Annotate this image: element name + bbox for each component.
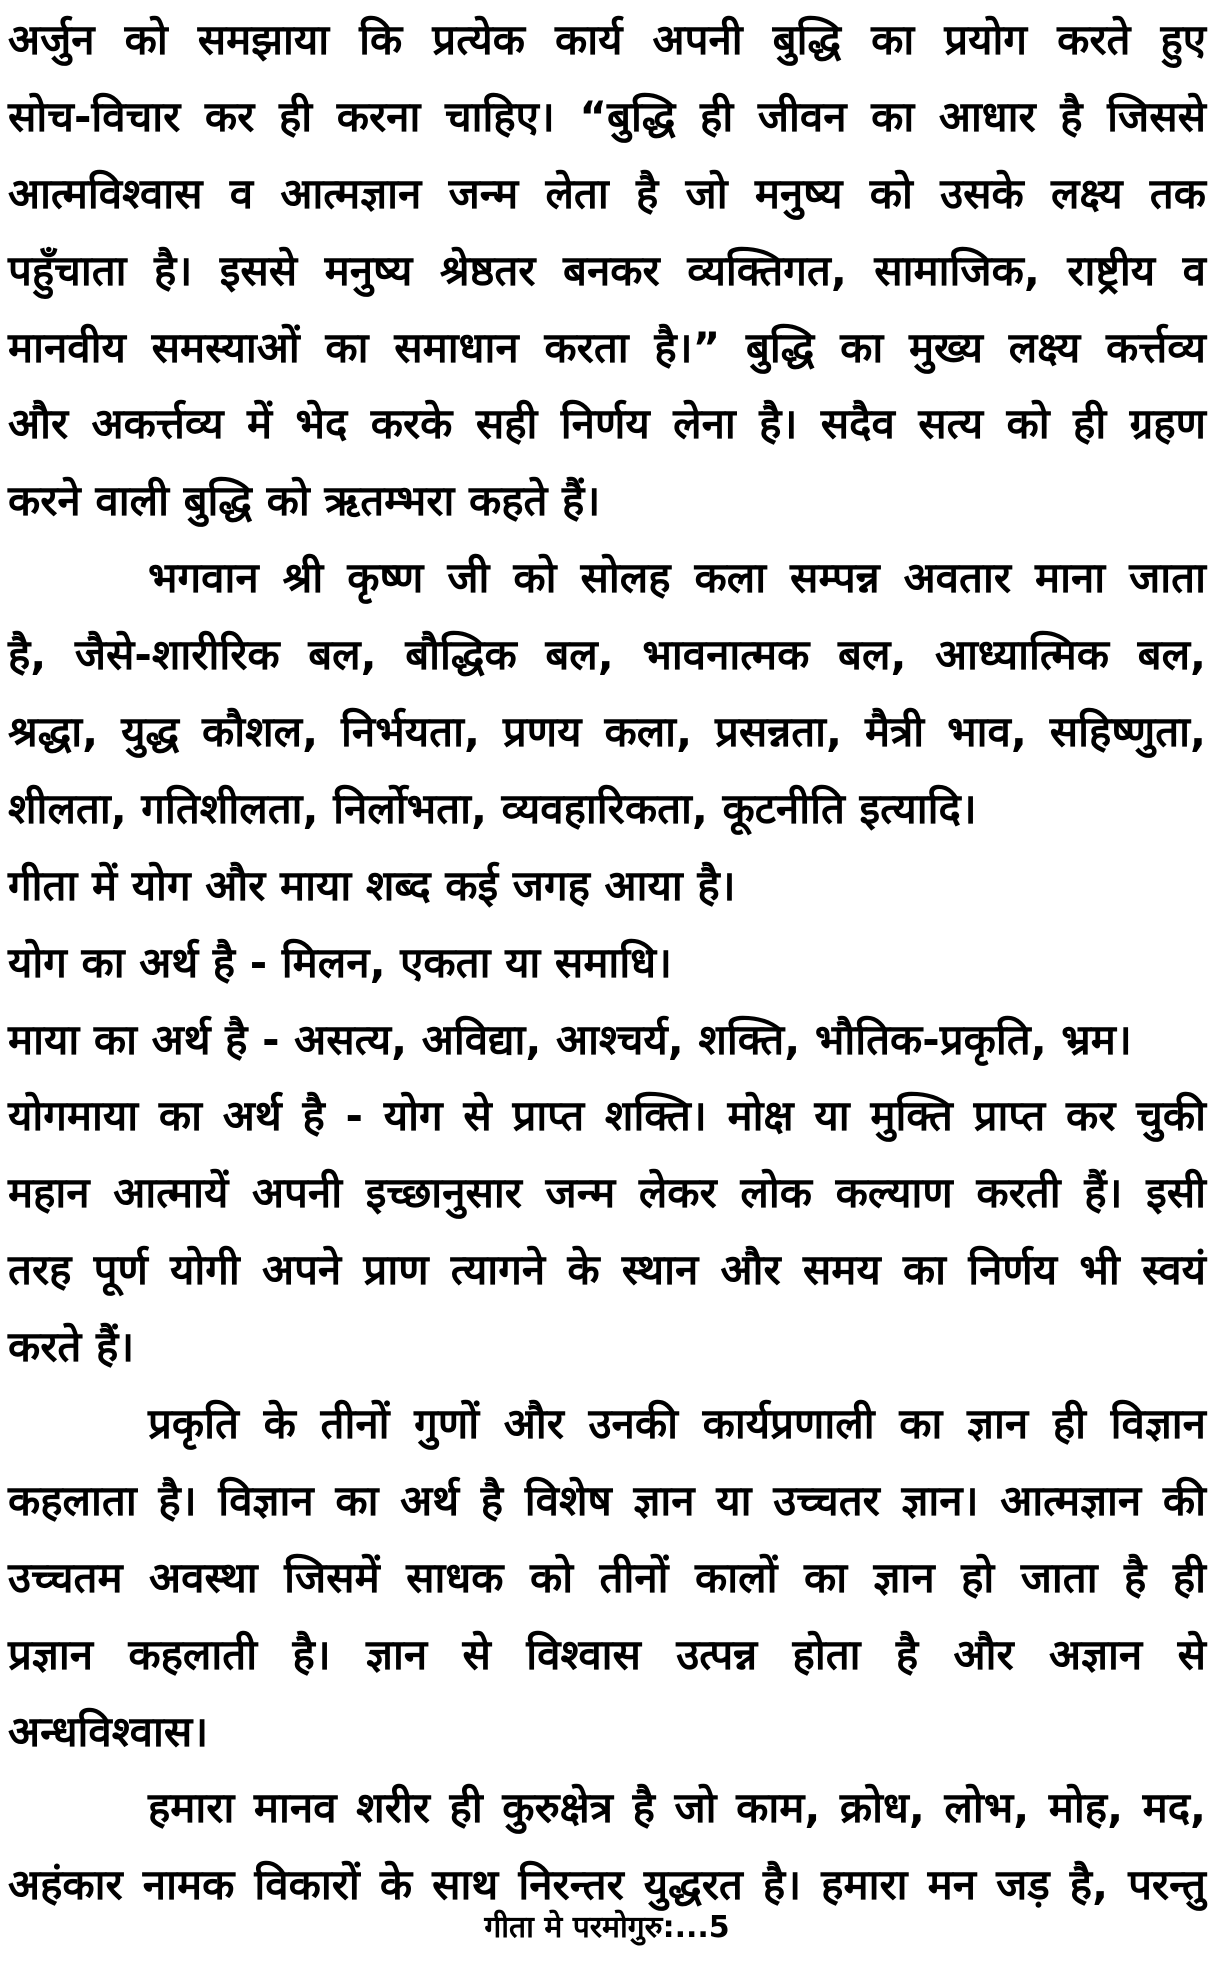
- text-line: योग का अर्थ है - मिलन, एकता या समाधि।: [8, 937, 672, 987]
- text-line: तरह पूर्ण योगी अपने प्राण त्यागने के स्थान और समय का निर्णय भी स्वयं: [8, 1245, 1206, 1295]
- text-line: योगमाया का अर्थ है - योग से प्राप्त शक्ति। मोक्ष या मुक्ति प्राप्त कर चुकी: [8, 1091, 1206, 1141]
- text-line: माया का अर्थ है - असत्य, अविद्या, आश्चर्य, शक्ति, भौतिक-प्रकृति, भ्रम।: [8, 1014, 1132, 1064]
- text-line: मानवीय समस्याओं का समाधान करता है।” बुद्धि का मुख्य लक्ष्य कर्त्तव्य: [8, 322, 1206, 372]
- page-footer: गीता मे परमोगुरु:...5: [484, 1910, 730, 1945]
- text-line: उच्चतम अवस्था जिसमें साधक को तीनों कालों का ज्ञान हो जाता है ही: [8, 1552, 1206, 1602]
- text-line: और अकर्त्तव्य में भेद करके सही निर्णय लेना है। सदैव सत्य को ही ग्रहण: [8, 399, 1206, 449]
- text-line: सोच-विचार कर ही करना चाहिए। “बुद्धि ही जीवन का आधार है जिससे: [8, 91, 1206, 141]
- text-line: श्रद्धा, युद्ध कौशल, निर्भयता, प्रणय कला, प्रसन्नता, मैत्री भाव, सहिष्णुता,: [8, 707, 1206, 757]
- text-line: गीता में योग और माया शब्द कई जगह आया है।: [8, 860, 736, 910]
- text-line: आत्मविश्वास व आत्मज्ञान जन्म लेता है जो मनुष्य को उसके लक्ष्य तक: [8, 168, 1206, 218]
- text-line: शीलता, गतिशीलता, निर्लोभता, व्यवहारिकता, कूटनीति इत्यादि।: [8, 783, 977, 833]
- document-body: [8, 2, 1206, 1924]
- text-line: अहंकार नामक विकारों के साथ निरन्तर युद्धरत है। हमारा मन जड़ है, परन्तु: [8, 1860, 1206, 1910]
- text-line: अर्जुन को समझाया कि प्रत्येक कार्य अपनी बुद्धि का प्रयोग करते हुए: [8, 15, 1206, 64]
- text-line: कहलाता है। विज्ञान का अर्थ है विशेष ज्ञान या उच्चतर ज्ञान। आत्मज्ञान की: [8, 1475, 1206, 1525]
- text-line: प्रज्ञान कहलाती है। ज्ञान से विश्वास उत्पन्न होता है और अज्ञान से: [8, 1629, 1206, 1679]
- text-line: करने वाली बुद्धि को ऋतम्भरा कहते हैं।: [8, 476, 601, 526]
- text-line: हमारा मानव शरीर ही कुरुक्षेत्र है जो काम, क्रोध, लोभ, मोह, मद,: [148, 1783, 1206, 1833]
- text-line: पहुँचाता है। इससे मनुष्य श्रेष्ठतर बनकर व्यक्तिगत, सामाजिक, राष्ट्रीय व: [8, 245, 1206, 295]
- text-line: करते हैं।: [8, 1322, 135, 1372]
- text-line: प्रकृति के तीनों गुणों और उनकी कार्यप्रणाली का ज्ञान ही विज्ञान: [148, 1399, 1206, 1449]
- text-line: है, जैसे-शारीरिक बल, बौद्धिक बल, भावनात्मक बल, आध्यात्मिक बल,: [8, 630, 1206, 680]
- text-line: भगवान श्री कृष्ण जी को सोलह कला सम्पन्न अवतार माना जाता: [148, 553, 1206, 603]
- text-line: महान आत्मायें अपनी इच्छानुसार जन्म लेकर लोक कल्याण करती हैं। इसी: [8, 1168, 1206, 1218]
- text-line: अन्धविश्वास।: [8, 1706, 209, 1756]
